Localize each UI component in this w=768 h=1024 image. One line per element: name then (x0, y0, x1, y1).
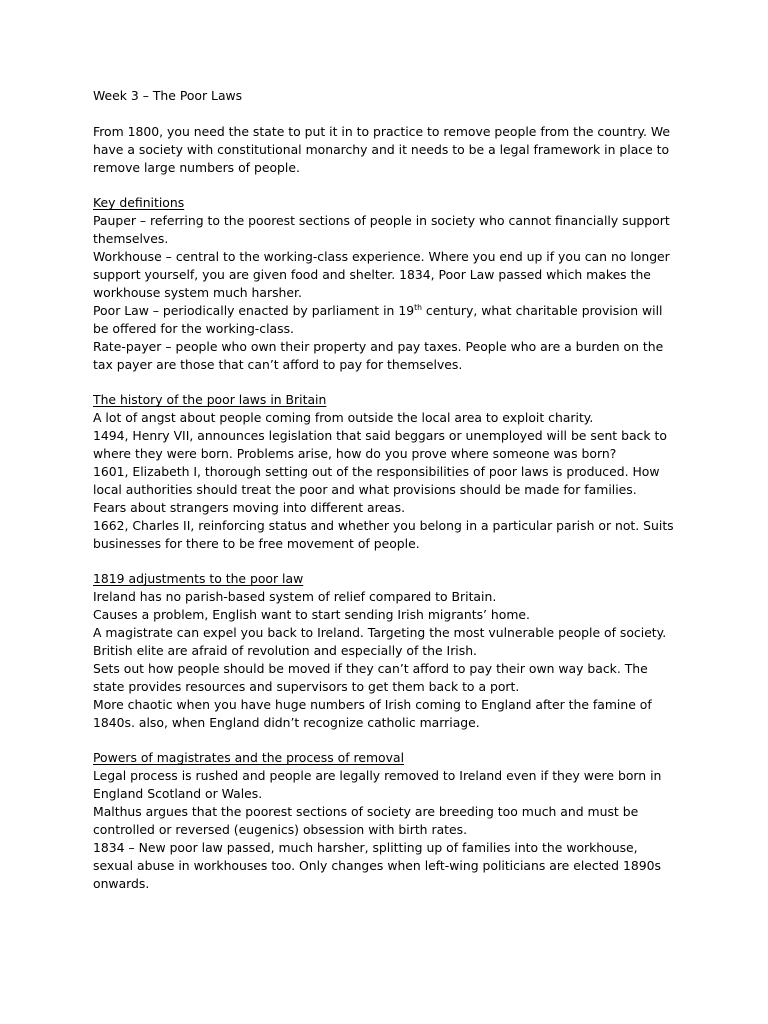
definition-text: Poor Law – periodically enacted by parliament in 19 (93, 302, 415, 318)
body-paragraph: 1662, Charles II, reinforcing status and whether you belong in a particular parish or not. Suits businesses for there to be free movement of people. (93, 517, 674, 551)
body-paragraph: More chaotic when you have huge numbers of Irish coming to England after the famine of 1840s. also, when England didn’t recognize catholic marriage. (93, 696, 652, 730)
definition-text: century, what charitable provision will be offered for the working-class. (93, 302, 663, 336)
intro-paragraph: From 1800, you need the state to put it in to practice to remove people from the country. We have a society with constitutional monarchy and it needs to be a legal framework in place to remove large numbers of people. (93, 123, 671, 175)
definition-pauper: Pauper – referring to the poorest sections of people in society who cannot financially support themselves. (93, 213, 670, 247)
section-key-definitions (93, 194, 678, 373)
paragraph-spacer (93, 177, 678, 195)
section-magistrates (93, 749, 678, 892)
paragraph-spacer (93, 732, 678, 750)
section-1819-adjustments (93, 570, 678, 731)
section-heading: Powers of magistrates and the process of removal (93, 750, 405, 766)
definition-rate-payer: Rate-payer – people who own their property and pay taxes. People who are a burden on the tax payer are those that can’t afford to pay for themselves. (93, 338, 664, 372)
body-paragraph: Ireland has no parish-based system of relief compared to Britain. (93, 589, 497, 605)
paragraph-spacer (93, 553, 678, 571)
body-paragraph: 1601, Elizabeth I, thorough setting out of the responsibilities of poor laws is produced. How local authorities should treat the poor and what provisions should be made for families. (93, 463, 660, 497)
definition-workhouse: Workhouse – central to the working-class experience. Where you end up if you can no longer support yourself, you are given food and shelter. 1834, Poor Law passed which makes the workhouse system much harsher. (93, 249, 670, 300)
body-paragraph: 1834 – New poor law passed, much harsher, splitting up of families into the workhouse, sexual abuse in workhouses too. Only changes when left-wing politicians are elected 1890s onwards. (93, 839, 661, 891)
body-paragraph: Malthus argues that the poorest sections of society are breeding too much and must be controlled or reversed (eugenics) obsession with birth rates. (93, 804, 639, 838)
body-paragraph: British elite are afraid of revolution and especially of the Irish. (93, 643, 478, 659)
section-heading: The history of the poor laws in Britain (93, 392, 327, 408)
superscript: th (414, 302, 422, 312)
document-page (93, 87, 678, 893)
body-paragraph: Causes a problem, English want to start sending Irish migrants’ home. (93, 607, 530, 623)
paragraph-spacer (93, 373, 678, 391)
section-heading: 1819 adjustments to the poor law (93, 571, 304, 587)
section-heading: Key definitions (93, 195, 185, 211)
definition-poor-law (93, 302, 678, 338)
body-paragraph: A lot of angst about people coming from outside the local area to exploit charity. (93, 410, 594, 426)
body-paragraph: Sets out how people should be moved if they can’t afford to pay their own way back. The state provides resources and supervisors to get them back to a port. (93, 660, 648, 694)
section-history (93, 391, 678, 552)
body-paragraph: A magistrate can expel you back to Ireland. Targeting the most vulnerable people of society. (93, 625, 667, 641)
document-title: Week 3 – The Poor Laws (93, 88, 243, 103)
paragraph-spacer (93, 105, 678, 123)
body-paragraph: 1494, Henry VII, announces legislation that said beggars or unemployed will be sent back to where they were born. Problems arise, how do you prove where someone was born? (93, 428, 667, 462)
body-paragraph: Legal process is rushed and people are legally removed to Ireland even if they were born in England Scotland or Wales. (93, 768, 662, 802)
body-paragraph: Fears about strangers moving into different areas. (93, 499, 406, 515)
